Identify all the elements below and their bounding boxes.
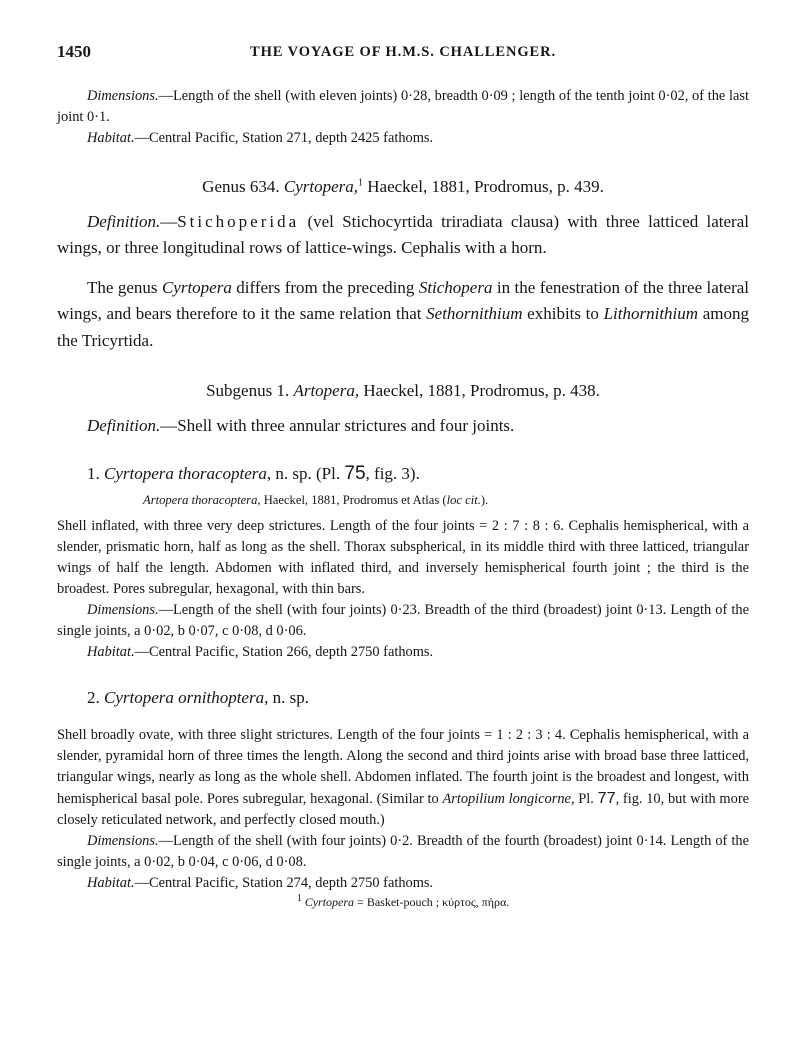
subgenus-name: Artopera, <box>293 381 360 400</box>
species-2-habitat: Habitat.—Central Pacific, Station 274, depth 2750 fathoms. <box>87 875 434 891</box>
species-1-habitat: Habitat.—Central Pacific, Station 266, depth 2750 fathoms. <box>87 643 434 660</box>
prev-habitat: Habitat.—Central Pacific, Station 271, depth 2425 fathoms. <box>87 130 434 146</box>
genus-heading: Genus 634. Cyrtopera,$^1$ Haeckel, 1881, Prodromus, p. 439. <box>202 177 604 196</box>
subgenus-heading: Subgenus 1. Artopera, Haeckel, 1881, Prodromus, p. 438. <box>206 381 600 400</box>
species-1-synonym: Artopera thoracoptera, Haeckel, 1881, Prodromus et Atlas (loc cit.). <box>143 492 489 507</box>
footnote-mark: 1 <box>296 893 302 904</box>
genus-name: Cyrtopera, <box>283 177 359 196</box>
species-2-description: Shell broadly ovate, with three slight strictures. Length of the four joints = 1 : 2 : 3 : 4. Cephalis hemispherical, with a slender, pyramidal horn of three times the length. Along the second and third joints arise with broad base three latticed, triangular wings, nearly as long as the whole shell. Abdomen inflated. The fourth joint is the broadest and longest, with hemispherical basal pole. Pores subregular, hexagonal. (Similar to Artopilium longicorne, Pl. 77, fig. 10, but with more closely reticulated network, and perfectly closed mouth.) <box>57 727 750 828</box>
species-1-name: Cyrtopera thoracoptera <box>104 464 267 483</box>
page-number: 1450 <box>57 42 91 61</box>
footnote-ref: 1 <box>358 177 364 189</box>
genus-discussion: The genus Cyrtopera differs from the preceding Stichopera in the fenestration of the three lateral wings, and bears therefore to it the same relation that Sethornithium exhibits to Lithornithium among the Tricyrtida. <box>57 277 749 350</box>
species-2-heading: 2. Cyrtopera ornithoptera, n. sp. <box>87 687 309 707</box>
subgenus-definition: Definition.—Shell with three annular strictures and four joints. <box>87 415 515 435</box>
species-1-heading: 1. Cyrtopera thoracoptera, n. sp. (Pl. 75, fig. 3). <box>87 463 420 484</box>
species-1-description: Shell inflated, with three very deep strictures. Length of the four joints = 2 : 7 : 8 : 6. Cephalis hemispherical, with a slender, prismatic horn, half as long as the shell. Thorax subspherical, in its middle third with three latticed, triangular wings of half the length. Abdomen with inflated third, and inversely hemispherical fourth joint ; the third is the broadest. Pores subregular, hexagonal, with thin bars. <box>57 517 749 597</box>
plate-number: 77 <box>597 789 616 807</box>
footnote: $^1$ Cyrtopera = Basket-pouch ; κύρτος, πήρα. <box>296 893 510 909</box>
genus-definition: Definition.—Stichoperida (vel Stichocyrtida triradiata clausa) with three latticed lateral wings, or three longitudinal rows of lattice-wings. Cephalis with a horn. <box>57 211 749 257</box>
running-title: THE VOYAGE OF H.M.S. CHALLENGER. <box>250 44 556 60</box>
species-2-dimensions: Dimensions.—Length of the shell (with four joints) 0·2. Breadth of the fourth (broadest) joint 0·14. Length of the single joints, a 0·02, b 0·04, c 0·06, d 0·08. <box>57 833 749 870</box>
prev-dimensions: Dimensions.—Length of the shell (with eleven joints) 0·28, breadth 0·09 ; length of the tenth joint 0·02, of the last joint 0·1. <box>57 88 749 125</box>
plate-number: 75 <box>344 463 366 484</box>
page-header <box>57 42 749 66</box>
species-1-dimensions: Dimensions.—Length of the shell (with four joints) 0·23. Breadth of the third (broadest) joint 0·13. Length of the single joints, a 0·02, b 0·07, c 0·08, d 0·06. <box>57 601 749 639</box>
species-2-name: Cyrtopera ornithoptera <box>104 687 265 707</box>
page <box>57 42 749 910</box>
